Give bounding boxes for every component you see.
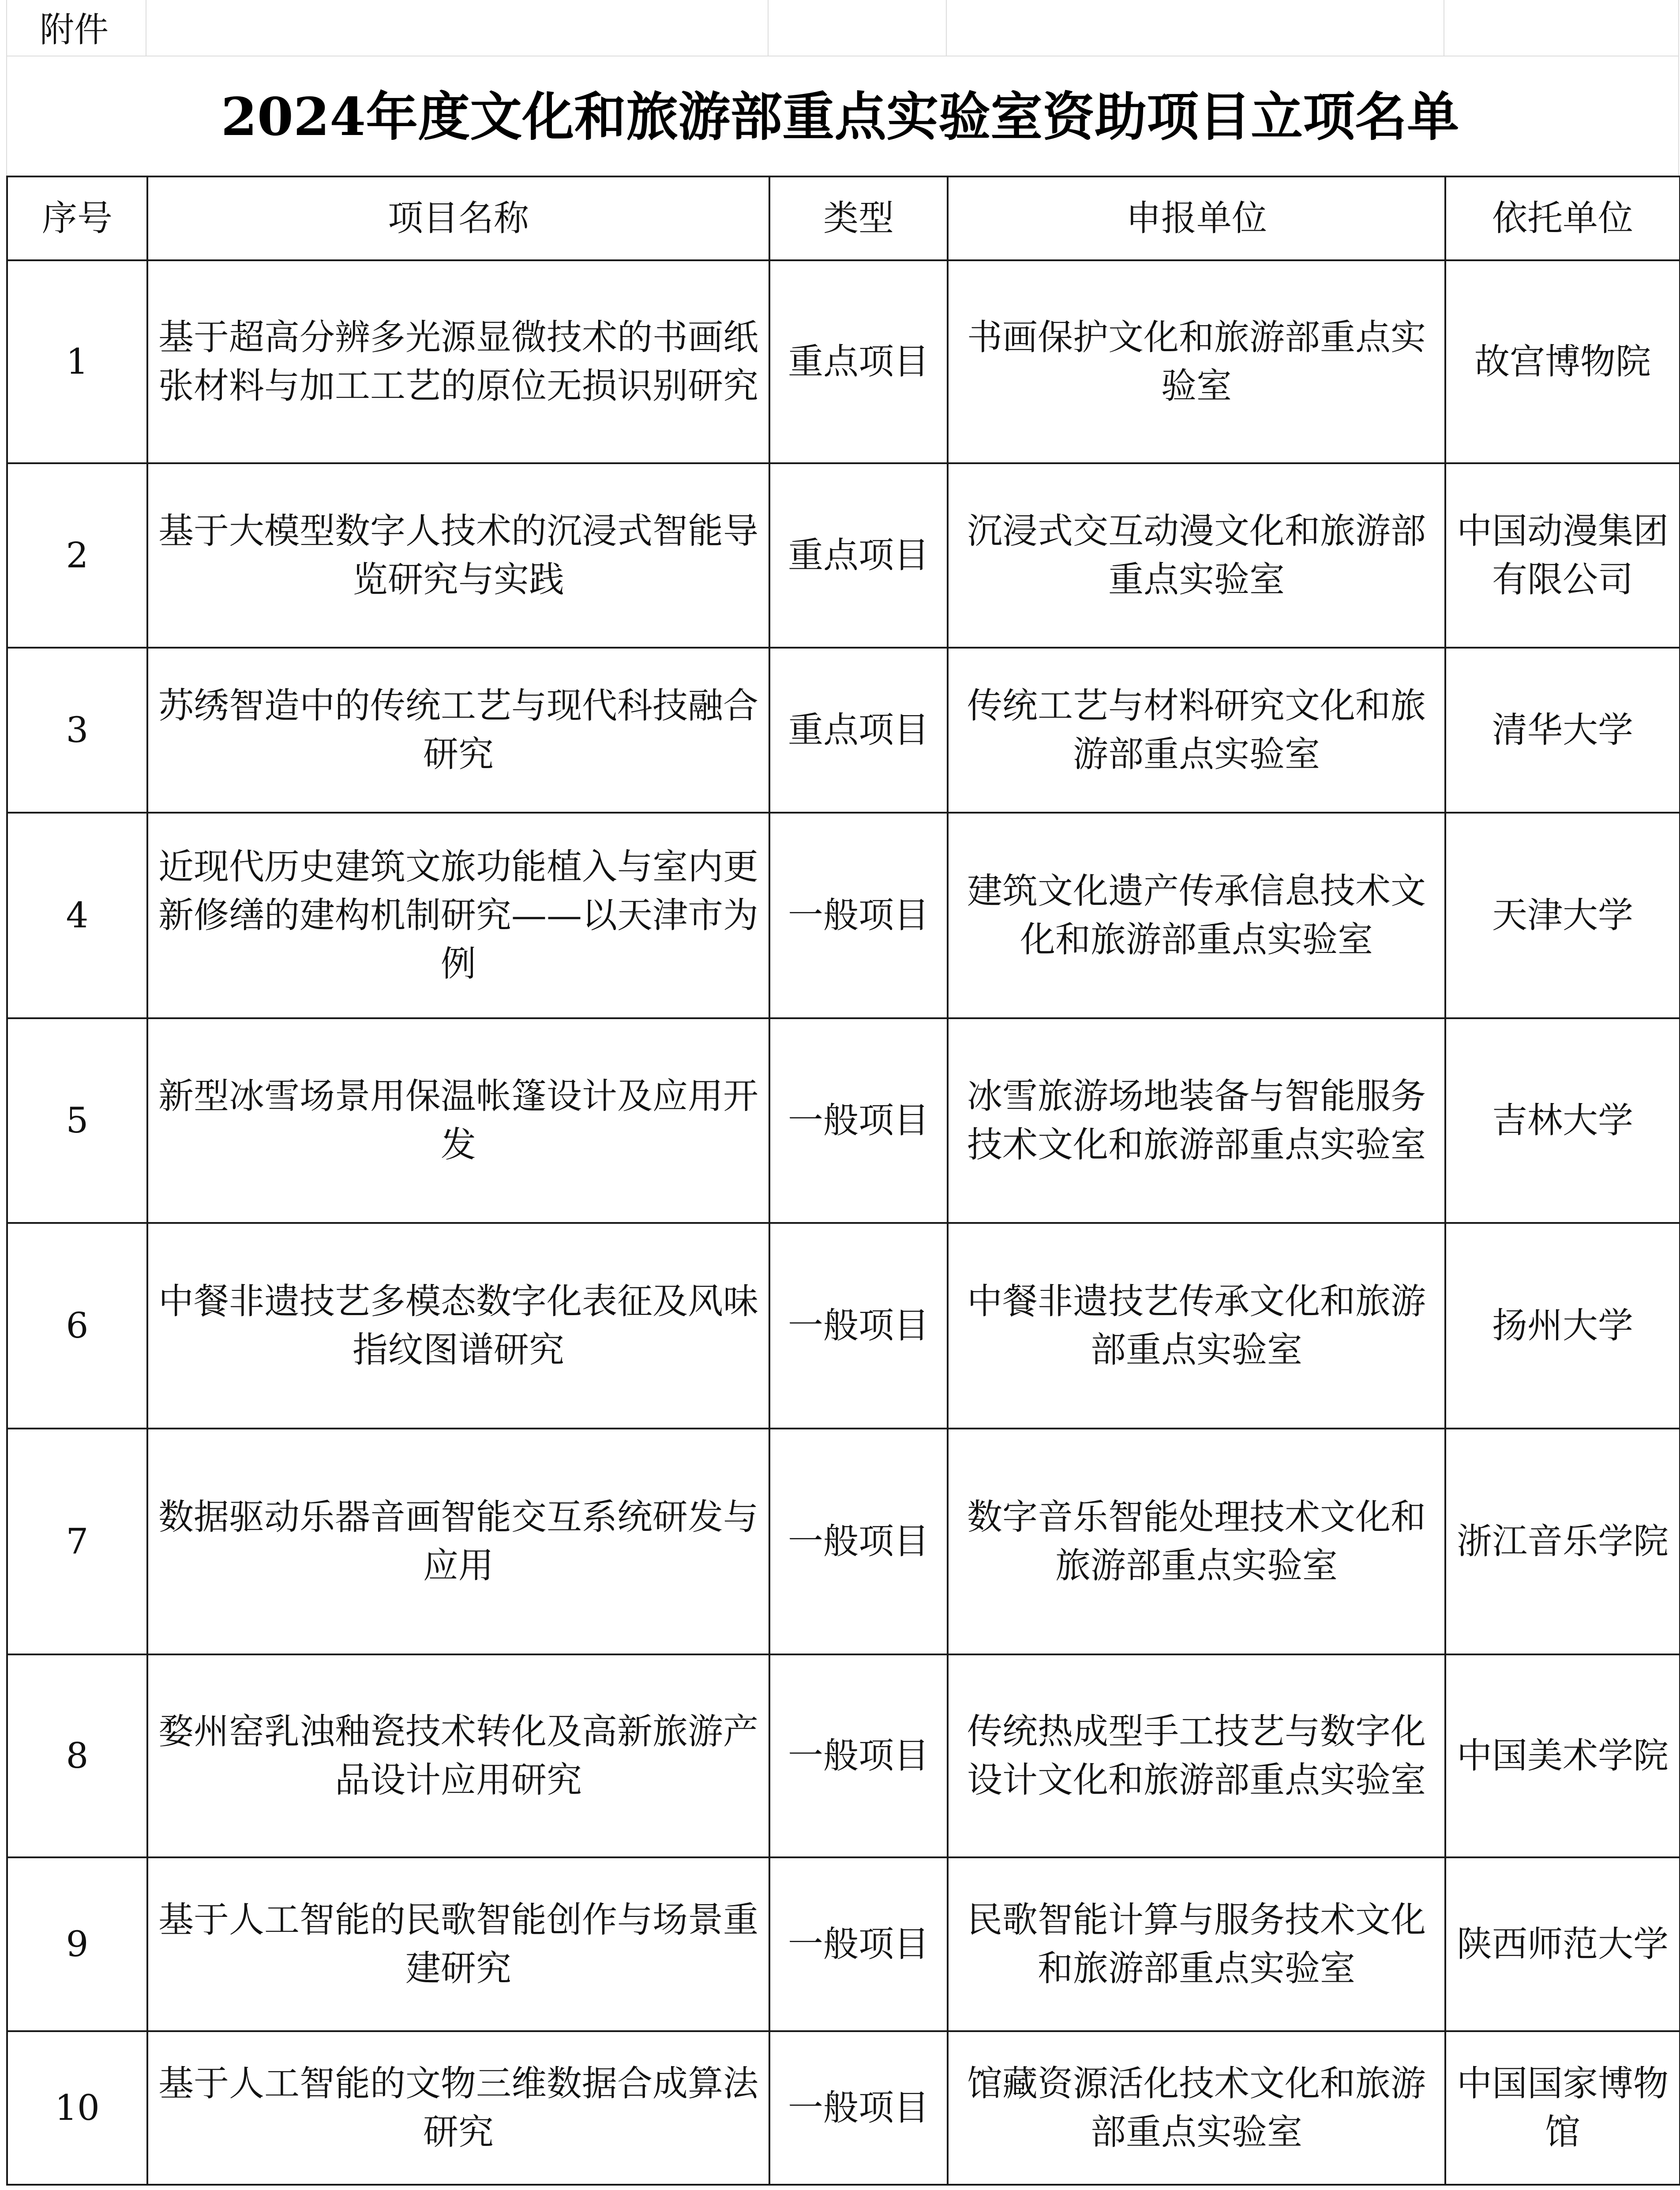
row-index: 6 [7,1223,147,1429]
column-header-index: 序号 [7,176,147,260]
row-host: 故宫博物院 [1445,260,1680,463]
row-applicant: 沉浸式交互动漫文化和旅游部重点实验室 [948,463,1445,648]
row-type: 一般项目 [769,813,948,1018]
column-header-applicant: 申报单位 [948,176,1445,260]
row-host: 中国动漫集团有限公司 [1445,463,1680,648]
row-project-name: 数据驱动乐器音画智能交互系统研发与应用 [147,1429,769,1654]
page-title: 2024年度文化和旅游部重点实验室资助项目立项名单 [221,86,1459,147]
row-index: 8 [7,1654,147,1857]
row-index: 9 [7,1857,147,2031]
row-host: 陕西师范大学 [1445,1857,1680,2031]
table-row [7,463,1680,648]
row-applicant: 建筑文化遗产传承信息技术文化和旅游部重点实验室 [948,813,1445,1018]
row-type: 重点项目 [769,463,948,648]
row-applicant: 馆藏资源活化技术文化和旅游部重点实验室 [948,2031,1445,2185]
row-applicant: 民歌智能计算与服务技术文化和旅游部重点实验室 [948,1857,1445,2031]
row-type: 一般项目 [769,1223,948,1429]
row-applicant: 数字音乐智能处理技术文化和旅游部重点实验室 [948,1429,1445,1654]
row-project-name: 基于人工智能的文物三维数据合成算法研究 [147,2031,769,2185]
row-host: 天津大学 [1445,813,1680,1018]
row-index: 3 [7,648,147,813]
row-index: 5 [7,1018,147,1223]
row-index: 10 [7,2031,147,2185]
row-index: 4 [7,813,147,1018]
row-type: 一般项目 [769,1018,948,1223]
table-row [7,648,1680,813]
row-project-name: 基于大模型数字人技术的沉浸式智能导览研究与实践 [147,463,769,648]
table-row [7,260,1680,463]
row-index: 1 [7,260,147,463]
column-header-type: 类型 [769,176,948,260]
table-row [7,2031,1680,2185]
row-host: 清华大学 [1445,648,1680,813]
row-type: 一般项目 [769,2031,948,2185]
row-host: 中国国家博物馆 [1445,2031,1680,2185]
table-row [7,1018,1680,1223]
row-applicant: 传统热成型手工技艺与数字化设计文化和旅游部重点实验室 [948,1654,1445,1857]
table-row [7,1654,1680,1857]
row-project-name: 中餐非遗技艺多模态数字化表征及风味指纹图谱研究 [147,1223,769,1429]
project-list-table [6,176,1680,2186]
table-row [7,1223,1680,1429]
row-project-name: 婺州窑乳浊釉瓷技术转化及高新旅游产品设计应用研究 [147,1654,769,1857]
row-type: 重点项目 [769,648,948,813]
table-row [7,1857,1680,2031]
row-project-name: 基于人工智能的民歌智能创作与场景重建研究 [147,1857,769,2031]
attachment-label: 附件 [40,10,109,50]
gridline [946,0,947,56]
row-host: 浙江音乐学院 [1445,1429,1680,1654]
row-host: 扬州大学 [1445,1223,1680,1429]
row-applicant: 传统工艺与材料研究文化和旅游部重点实验室 [948,648,1445,813]
row-project-name: 新型冰雪场景用保温帐篷设计及应用开发 [147,1018,769,1223]
row-type: 一般项目 [769,1857,948,2031]
column-header-project-name: 项目名称 [147,176,769,260]
row-host: 中国美术学院 [1445,1654,1680,1857]
gridline [768,0,769,56]
row-index: 2 [7,463,147,648]
column-header-host: 依托单位 [1445,176,1680,260]
row-index: 7 [7,1429,147,1654]
row-applicant: 冰雪旅游场地装备与智能服务技术文化和旅游部重点实验室 [948,1018,1445,1223]
table-row [7,813,1680,1018]
table-header-row [7,176,1680,260]
row-project-name: 近现代历史建筑文旅功能植入与室内更新修缮的建构机制研究——以天津市为例 [147,813,769,1018]
row-type: 重点项目 [769,260,948,463]
row-type: 一般项目 [769,1654,948,1857]
row-type: 一般项目 [769,1429,948,1654]
row-host: 吉林大学 [1445,1018,1680,1223]
row-applicant: 中餐非遗技艺传承文化和旅游部重点实验室 [948,1223,1445,1429]
row-applicant: 书画保护文化和旅游部重点实验室 [948,260,1445,463]
table-row [7,1429,1680,1654]
row-project-name: 基于超高分辨多光源显微技术的书画纸张材料与加工工艺的原位无损识别研究 [147,260,769,463]
row-project-name: 苏绣智造中的传统工艺与现代科技融合研究 [147,648,769,813]
